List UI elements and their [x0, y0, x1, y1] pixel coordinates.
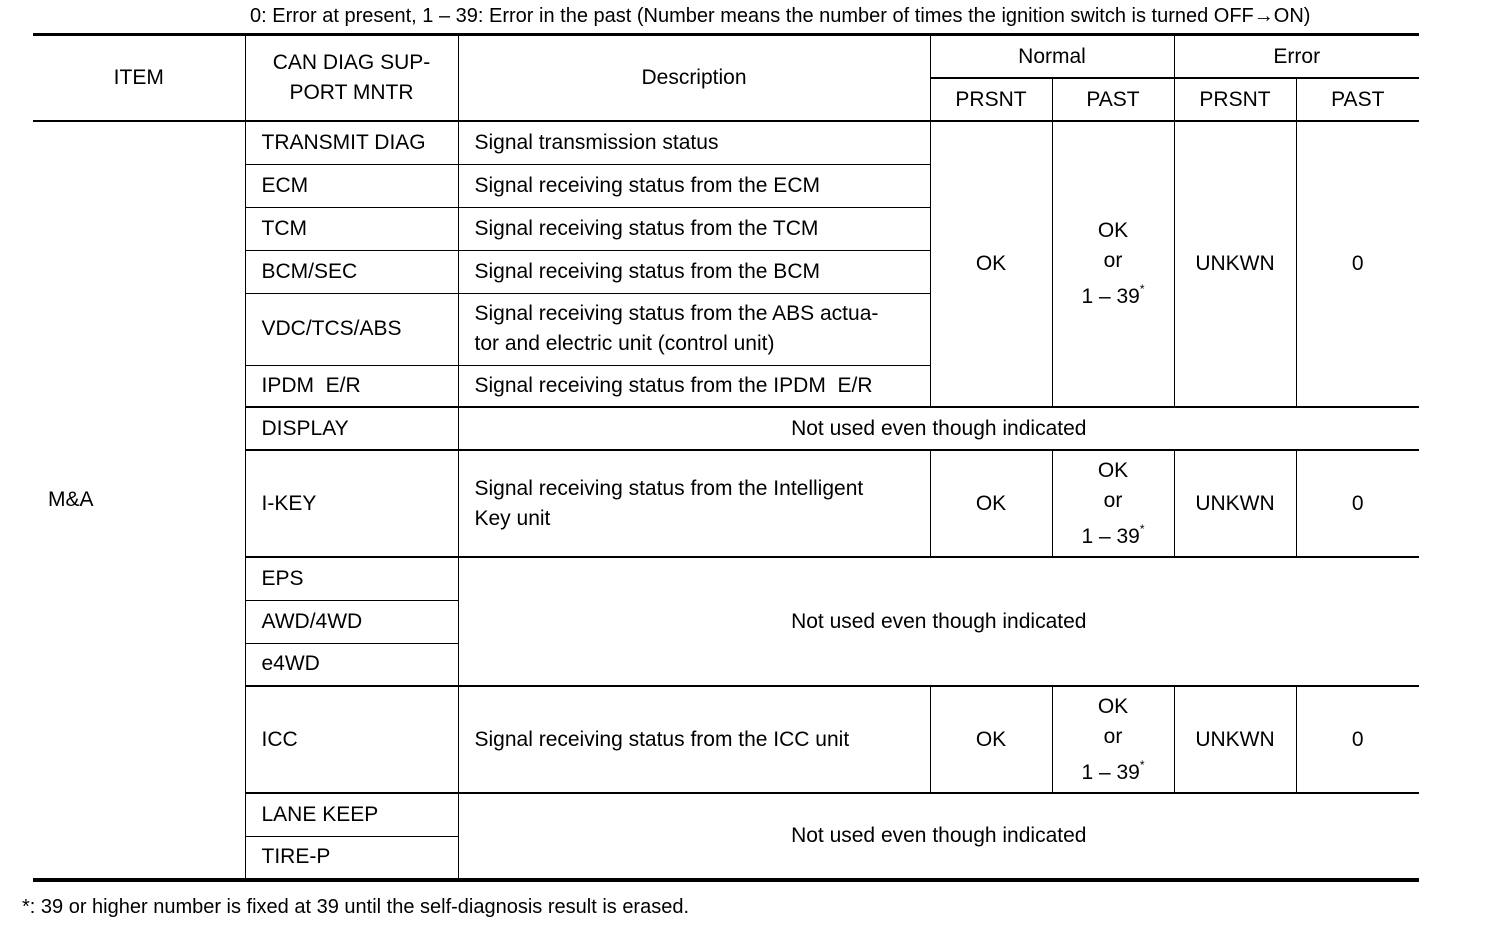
- error-past-group1: 0: [1296, 121, 1419, 407]
- normal-past-group1: [1052, 121, 1174, 407]
- normal-prsnt-group1: OK: [930, 121, 1052, 407]
- item-label-ma: M&A: [48, 488, 94, 511]
- header-error-past: PAST: [1296, 78, 1419, 121]
- past-ok-text: OK: [1097, 219, 1129, 242]
- row-name-tcm: TCM: [245, 207, 458, 250]
- header-error: Error: [1174, 36, 1419, 78]
- row-name-icc: ICC: [245, 686, 458, 793]
- asterisk-mark: *: [1139, 521, 1145, 536]
- asterisk-mark: *: [1139, 757, 1145, 772]
- row-desc-lane-group: Not used even though indicated: [458, 793, 1419, 878]
- header-item: ITEM: [33, 36, 245, 121]
- row-desc-ipdm: Signal receiving status from the IPDM E/R: [458, 365, 930, 407]
- row-name-display: DISPLAY: [245, 407, 458, 450]
- row-desc-tcm: Signal receiving status from the TCM: [458, 207, 930, 250]
- row-name-awd: AWD/4WD: [245, 600, 458, 643]
- past-range-text: 1 – 39: [1081, 285, 1140, 308]
- header-normal-prsnt: PRSNT: [930, 78, 1052, 121]
- icc-normal-prsnt: OK: [930, 686, 1052, 793]
- icc-error-past: 0: [1296, 686, 1419, 793]
- row-name-ecm: ECM: [245, 164, 458, 207]
- past-or-text: or: [1103, 488, 1123, 512]
- can-diag-table: [33, 36, 1419, 878]
- past-range-text: 1 – 39: [1081, 760, 1140, 784]
- past-range-text: 1 – 39: [1081, 524, 1140, 548]
- row-desc-ikey-line1: Signal receiving status from the Intelligent: [474, 476, 864, 500]
- bottom-rule: [33, 878, 1419, 882]
- past-or-text: or: [1103, 249, 1123, 272]
- header-can-diag: [245, 36, 458, 121]
- icc-normal-past: [1052, 686, 1174, 793]
- row-desc-bcm: Signal receiving status from the BCM: [458, 250, 930, 293]
- error-prsnt-group1: UNKWN: [1174, 121, 1296, 407]
- header-error-prsnt: PRSNT: [1174, 78, 1296, 121]
- row-name-ikey: I-KEY: [245, 450, 458, 557]
- icc-error-prsnt: UNKWN: [1174, 686, 1296, 793]
- past-ok-text: OK: [1097, 694, 1129, 718]
- header-description: Description: [458, 36, 930, 121]
- row-desc-ikey-line2: Key unit: [474, 506, 551, 530]
- row-desc-vdc-line1: Signal receiving status from the ABS actua-: [474, 302, 879, 325]
- footnote: *: 39 or higher number is fixed at 39 until the self-diagnosis result is erased.: [22, 896, 690, 918]
- row-name-lane-keep: LANE KEEP: [245, 793, 458, 836]
- ikey-normal-prsnt: OK: [930, 450, 1052, 557]
- ikey-error-past: 0: [1296, 450, 1419, 557]
- ikey-error-prsnt: UNKWN: [1174, 450, 1296, 557]
- row-desc-vdc: [458, 293, 930, 365]
- header-normal: Normal: [930, 36, 1174, 78]
- table-row: [33, 121, 1419, 164]
- row-desc-transmit-diag: Signal transmission status: [458, 121, 930, 164]
- row-desc-display: Not used even though indicated: [458, 407, 1419, 450]
- row-desc-vdc-line2: tor and electric unit (control unit): [474, 332, 775, 355]
- past-ok-text: OK: [1097, 458, 1129, 482]
- row-name-eps: EPS: [245, 557, 458, 600]
- row-desc-icc: Signal receiving status from the ICC unit: [458, 686, 930, 793]
- header-can-diag-line2: PORT MNTR: [289, 81, 414, 104]
- top-note: 0: Error at present, 1 – 39: Error in the past (Number means the number of times the ignition switch is turned OFF→ON): [250, 5, 1311, 27]
- row-desc-eps-group: Not used even though indicated: [458, 557, 1419, 686]
- asterisk-mark: *: [1139, 282, 1145, 296]
- row-name-ipdm: IPDM E/R: [245, 365, 458, 407]
- row-desc-ecm: Signal receiving status from the ECM: [458, 164, 930, 207]
- ikey-normal-past: [1052, 450, 1174, 557]
- row-name-tire-p: TIRE-P: [245, 836, 458, 878]
- row-name-vdc: VDC/TCS/ABS: [245, 293, 458, 365]
- can-diag-table-wrapper: [33, 33, 1419, 882]
- header-row-1: [33, 36, 1419, 78]
- header-can-diag-line1: CAN DIAG SUP-: [272, 51, 431, 74]
- past-or-text: or: [1103, 724, 1123, 748]
- row-name-transmit-diag: TRANSMIT DIAG: [245, 121, 458, 164]
- row-name-e4wd: e4WD: [245, 643, 458, 686]
- row-name-bcm: BCM/SEC: [245, 250, 458, 293]
- row-desc-ikey: [458, 450, 930, 557]
- header-normal-past: PAST: [1052, 78, 1174, 121]
